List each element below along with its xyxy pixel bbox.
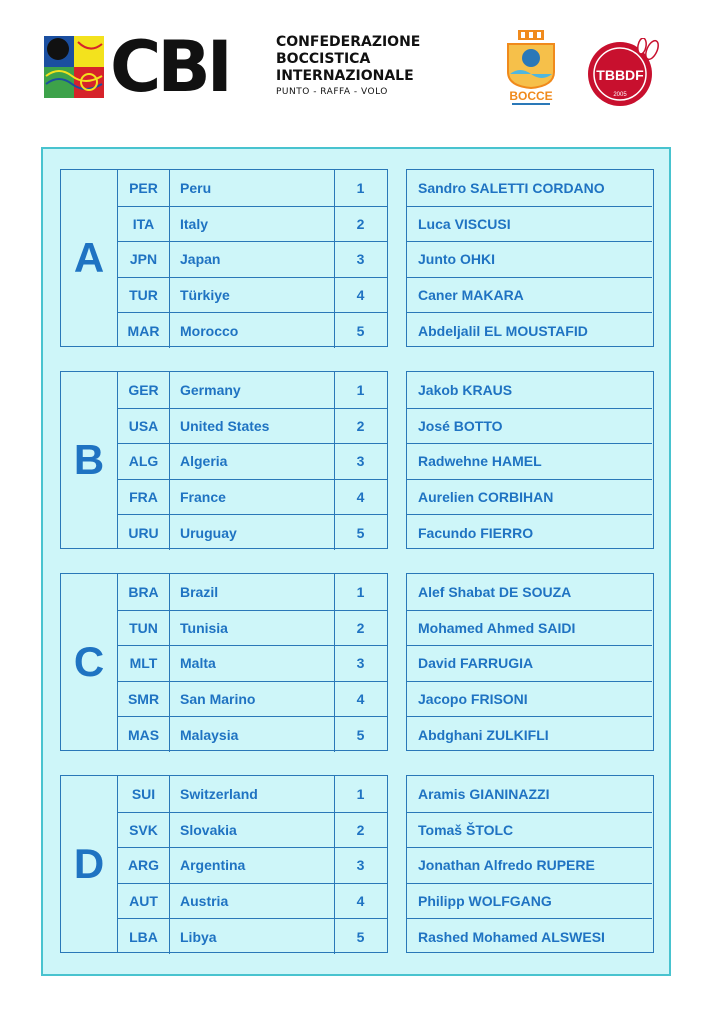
player-name: Rashed Mohamed ALSWESI [418,928,605,945]
country-code: ITA [118,207,170,242]
draw-number: 5 [356,322,365,339]
draw-number: 1 [356,583,365,600]
country-code: TUR [118,278,170,313]
country-code: LBA [118,919,170,954]
group-c [60,573,654,753]
draw-number: 1 [356,785,365,802]
table-row [118,443,387,479]
draw-number: 4 [356,287,365,304]
player-name: Aramis GIANINAZZI [418,785,550,802]
player-name: Radwehne HAMEL [418,453,542,470]
country-name: Japan [170,242,335,277]
table-row [118,372,387,408]
country-name: Germany [170,372,335,408]
org-line-2: BOCCISTICA [276,51,371,67]
countries-table [118,169,388,347]
tbbdf-logo-text: TBBDF [596,67,644,83]
draw-number: 3 [356,251,365,268]
draw-number: 4 [356,893,365,910]
draw-number: 5 [356,726,365,743]
table-row [407,514,652,550]
cbi-logo-letters: CBI [110,26,229,108]
table-row [407,776,652,812]
table-row [407,574,652,610]
draw-number: 3 [356,857,365,874]
country-name: Argentina [170,848,335,883]
group-d [60,775,654,955]
countries-table [118,573,388,751]
country-name: Malaysia [170,717,335,752]
draw-number: 5 [356,928,365,945]
draw-number: 4 [356,691,365,708]
draw-number: 2 [356,417,365,434]
table-row [407,918,652,954]
table-row [407,610,652,646]
country-name: United States [170,409,335,444]
country-code: TUN [118,611,170,646]
table-row [407,443,652,479]
country-code: ARG [118,848,170,883]
country-code: AUT [118,884,170,919]
draw-number: 4 [356,489,365,506]
player-name: Caner MAKARA [418,287,524,304]
table-row [118,716,387,752]
player-name: José BOTTO [418,417,503,434]
country-name: San Marino [170,682,335,717]
table-row [118,918,387,954]
player-name: Aurelien CORBIHAN [418,489,554,506]
player-name: Abdghani ZULKIFLI [418,726,549,743]
country-name: Türkiye [170,278,335,313]
table-row [407,812,652,848]
organization-name [276,34,420,97]
country-code: BRA [118,574,170,610]
table-row [407,312,652,348]
draw-number: 1 [356,381,365,398]
table-row [118,847,387,883]
draw-number: 3 [356,453,365,470]
draw-number: 2 [356,619,365,636]
table-row [118,610,387,646]
country-name: Tunisia [170,611,335,646]
country-code: SMR [118,682,170,717]
table-row [407,408,652,444]
player-name: Junto OHKI [418,251,495,268]
player-name: Philipp WOLFGANG [418,893,552,910]
country-code: GER [118,372,170,408]
country-code: ALG [118,444,170,479]
table-row [118,408,387,444]
table-row [118,312,387,348]
bocce-logo-icon [504,30,558,108]
table-row [407,645,652,681]
country-name: Uruguay [170,515,335,550]
player-name: Jakob KRAUS [418,381,513,398]
table-row [407,277,652,313]
table-row [407,883,652,919]
country-code: PER [118,170,170,206]
country-code: FRA [118,480,170,515]
countries-table [118,371,388,549]
tbbdf-logo-icon [582,38,666,110]
country-name: Italy [170,207,335,242]
tbbdf-logo-year: 2005 [613,92,627,98]
countries-table [118,775,388,953]
country-name: Slovakia [170,813,335,848]
players-table [406,573,654,751]
cbi-emblem-icon [44,36,104,98]
draw-number: 2 [356,215,365,232]
org-line-3: INTERNAZIONALE [276,68,414,84]
group-letter: A [60,169,118,347]
table-row [118,277,387,313]
group-b [60,371,654,551]
table-row [407,681,652,717]
table-row [118,574,387,610]
table-row [118,514,387,550]
country-name: France [170,480,335,515]
header [0,0,716,130]
table-row [407,170,652,206]
table-row [118,776,387,812]
table-row [118,479,387,515]
country-code: SVK [118,813,170,848]
country-name: Libya [170,919,335,954]
table-row [407,716,652,752]
group-a [60,169,654,349]
table-row [118,170,387,206]
player-name: David FARRUGIA [418,655,534,672]
player-name: Alef Shabat DE SOUZA [418,583,572,600]
country-code: URU [118,515,170,550]
draw-number: 2 [356,821,365,838]
draw-number: 3 [356,655,365,672]
table-row [118,241,387,277]
player-name: Mohamed Ahmed SAIDI [418,619,576,636]
table-row [407,372,652,408]
table-row [118,645,387,681]
draw-number: 1 [356,179,365,196]
player-name: Facundo FIERRO [418,524,534,541]
org-disciplines: PUNTO - RAFFA - VOLO [276,87,388,97]
country-name: Algeria [170,444,335,479]
group-letter: B [60,371,118,549]
group-letter: C [60,573,118,751]
table-row [407,847,652,883]
country-code: MLT [118,646,170,681]
org-line-1: CONFEDERAZIONE [276,34,421,50]
country-name: Peru [170,170,335,206]
country-code: USA [118,409,170,444]
table-row [407,241,652,277]
country-name: Switzerland [170,776,335,812]
draw-number: 5 [356,524,365,541]
player-name: Sandro SALETTI CORDANO [418,179,605,196]
country-name: Brazil [170,574,335,610]
country-name: Morocco [170,313,335,348]
table-row [118,681,387,717]
country-code: MAR [118,313,170,348]
player-name: Abdeljalil EL MOUSTAFID [418,322,588,339]
table-row [118,812,387,848]
players-table [406,169,654,347]
players-table [406,775,654,953]
player-name: Jacopo FRISONI [418,691,528,708]
player-name: Luca VISCUSI [418,215,511,232]
bocce-logo-text: BOCCE [509,89,553,103]
country-name: Austria [170,884,335,919]
country-code: MAS [118,717,170,752]
players-table [406,371,654,549]
country-name: Malta [170,646,335,681]
country-code: JPN [118,242,170,277]
country-code: SUI [118,776,170,812]
table-row [118,883,387,919]
table-row [407,206,652,242]
table-row [118,206,387,242]
group-letter: D [60,775,118,953]
player-name: Jonathan Alfredo RUPERE [418,857,595,874]
table-row [407,479,652,515]
player-name: Tomaš ŠTOLC [418,821,514,838]
